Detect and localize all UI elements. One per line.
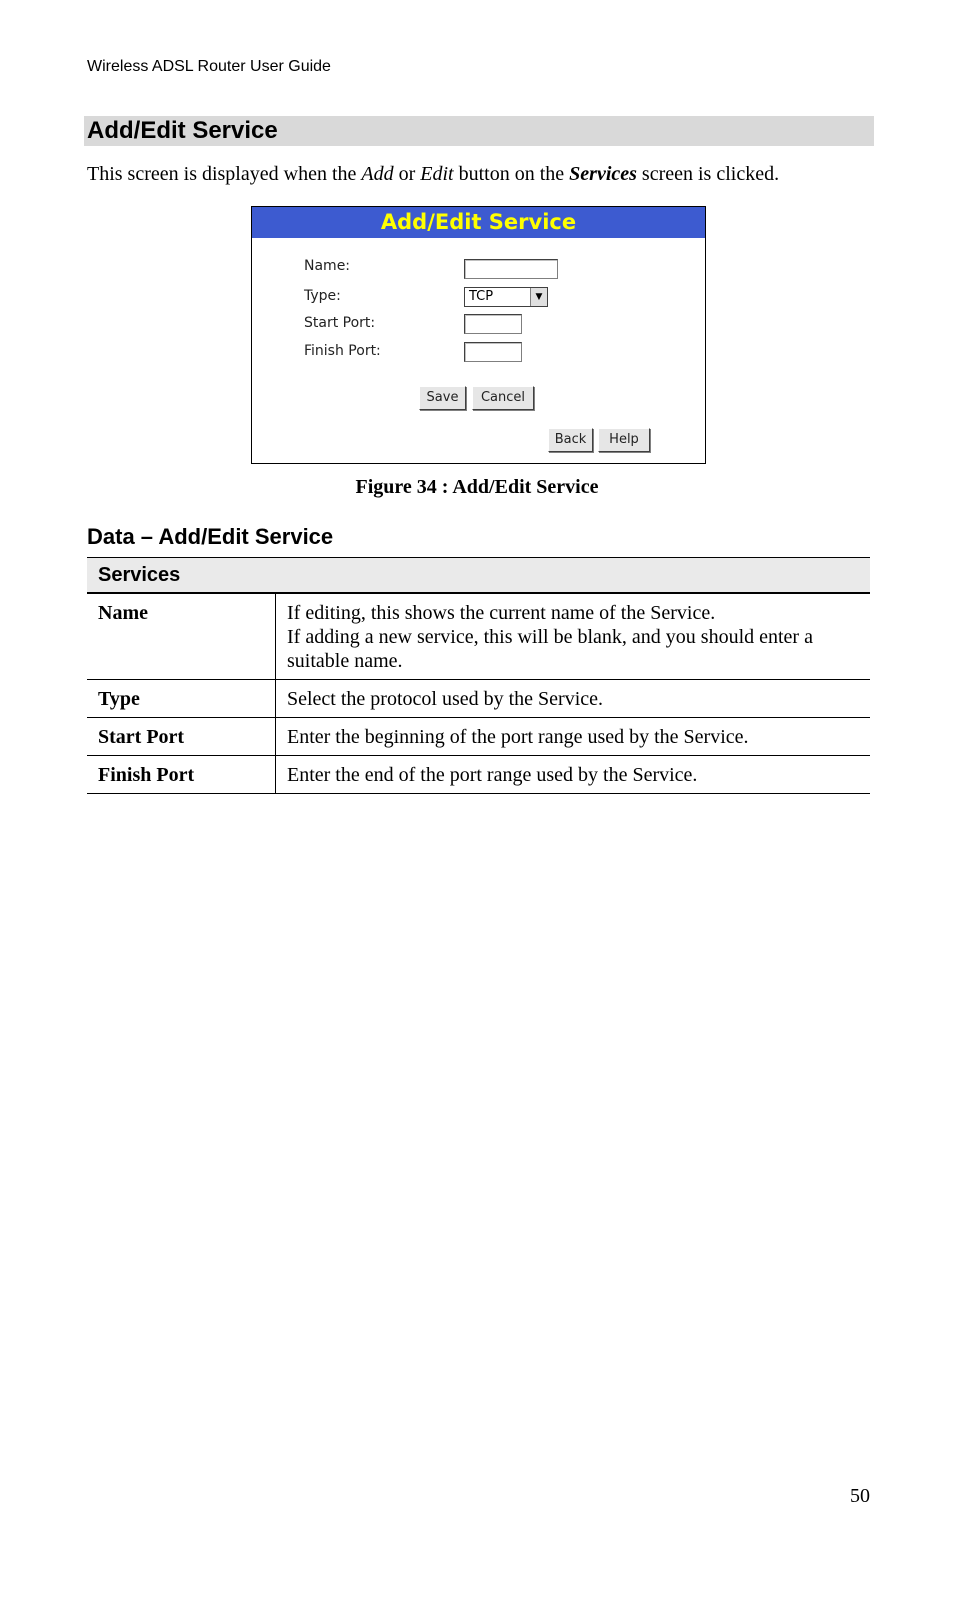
services-data-table	[87, 557, 870, 794]
row-term: Start Port	[87, 718, 276, 756]
section-title-bar	[84, 116, 874, 146]
start-port-label: Start Port:	[304, 315, 376, 331]
type-select[interactable]	[464, 287, 548, 307]
row-description	[276, 593, 871, 680]
intro-text: or	[393, 163, 421, 185]
intro-services-term: Services	[569, 163, 637, 185]
chevron-down-icon[interactable]: ▼	[530, 288, 547, 306]
intro-add-term: Add	[361, 163, 394, 185]
data-heading: Data – Add/Edit Service	[87, 524, 334, 549]
screen-title: Add/Edit Service	[252, 207, 705, 238]
figure-caption: Figure 34 : Add/Edit Service	[355, 476, 599, 498]
running-header: Wireless ADSL Router User Guide	[87, 58, 331, 75]
description-line: If adding a new service, this will be blank, and you should enter a suitable name.	[287, 626, 813, 672]
section-title: Add/Edit Service	[87, 117, 278, 144]
back-button[interactable]: Back	[548, 428, 593, 452]
save-button[interactable]: Save	[419, 386, 466, 410]
row-description	[276, 756, 871, 794]
type-label: Type:	[304, 288, 341, 304]
row-term: Finish Port	[87, 756, 276, 794]
row-description	[276, 680, 871, 718]
description-line: Enter the beginning of the port range used by the Service.	[287, 726, 749, 748]
description-line: Enter the end of the port range used by the Service.	[287, 764, 698, 786]
start-port-input[interactable]	[464, 314, 522, 334]
add-edit-service-screenshot	[251, 206, 706, 464]
intro-paragraph	[87, 163, 779, 186]
page-number: 50	[850, 1485, 870, 1507]
table-row	[87, 756, 870, 794]
help-button[interactable]: Help	[598, 428, 650, 452]
description-line: If editing, this shows the current name of the Service.	[287, 602, 716, 624]
finish-port-input[interactable]	[464, 342, 522, 362]
row-description	[276, 718, 871, 756]
cancel-button[interactable]: Cancel	[472, 386, 534, 410]
type-select-value: TCP	[469, 289, 494, 304]
row-term: Type	[87, 680, 276, 718]
finish-port-label: Finish Port:	[304, 343, 381, 359]
intro-text: This screen is displayed when the	[87, 163, 362, 185]
table-row	[87, 680, 870, 718]
table-header: Services	[87, 558, 870, 594]
table-header-row	[87, 558, 870, 594]
intro-text: screen is clicked.	[636, 163, 780, 185]
intro-text: button on the	[453, 163, 570, 185]
intro-edit-term: Edit	[420, 163, 454, 185]
name-input[interactable]	[464, 259, 558, 279]
table-row	[87, 593, 870, 680]
row-term: Name	[87, 593, 276, 680]
table-row	[87, 718, 870, 756]
name-label: Name:	[304, 258, 351, 274]
description-line: Select the protocol used by the Service.	[287, 688, 604, 710]
